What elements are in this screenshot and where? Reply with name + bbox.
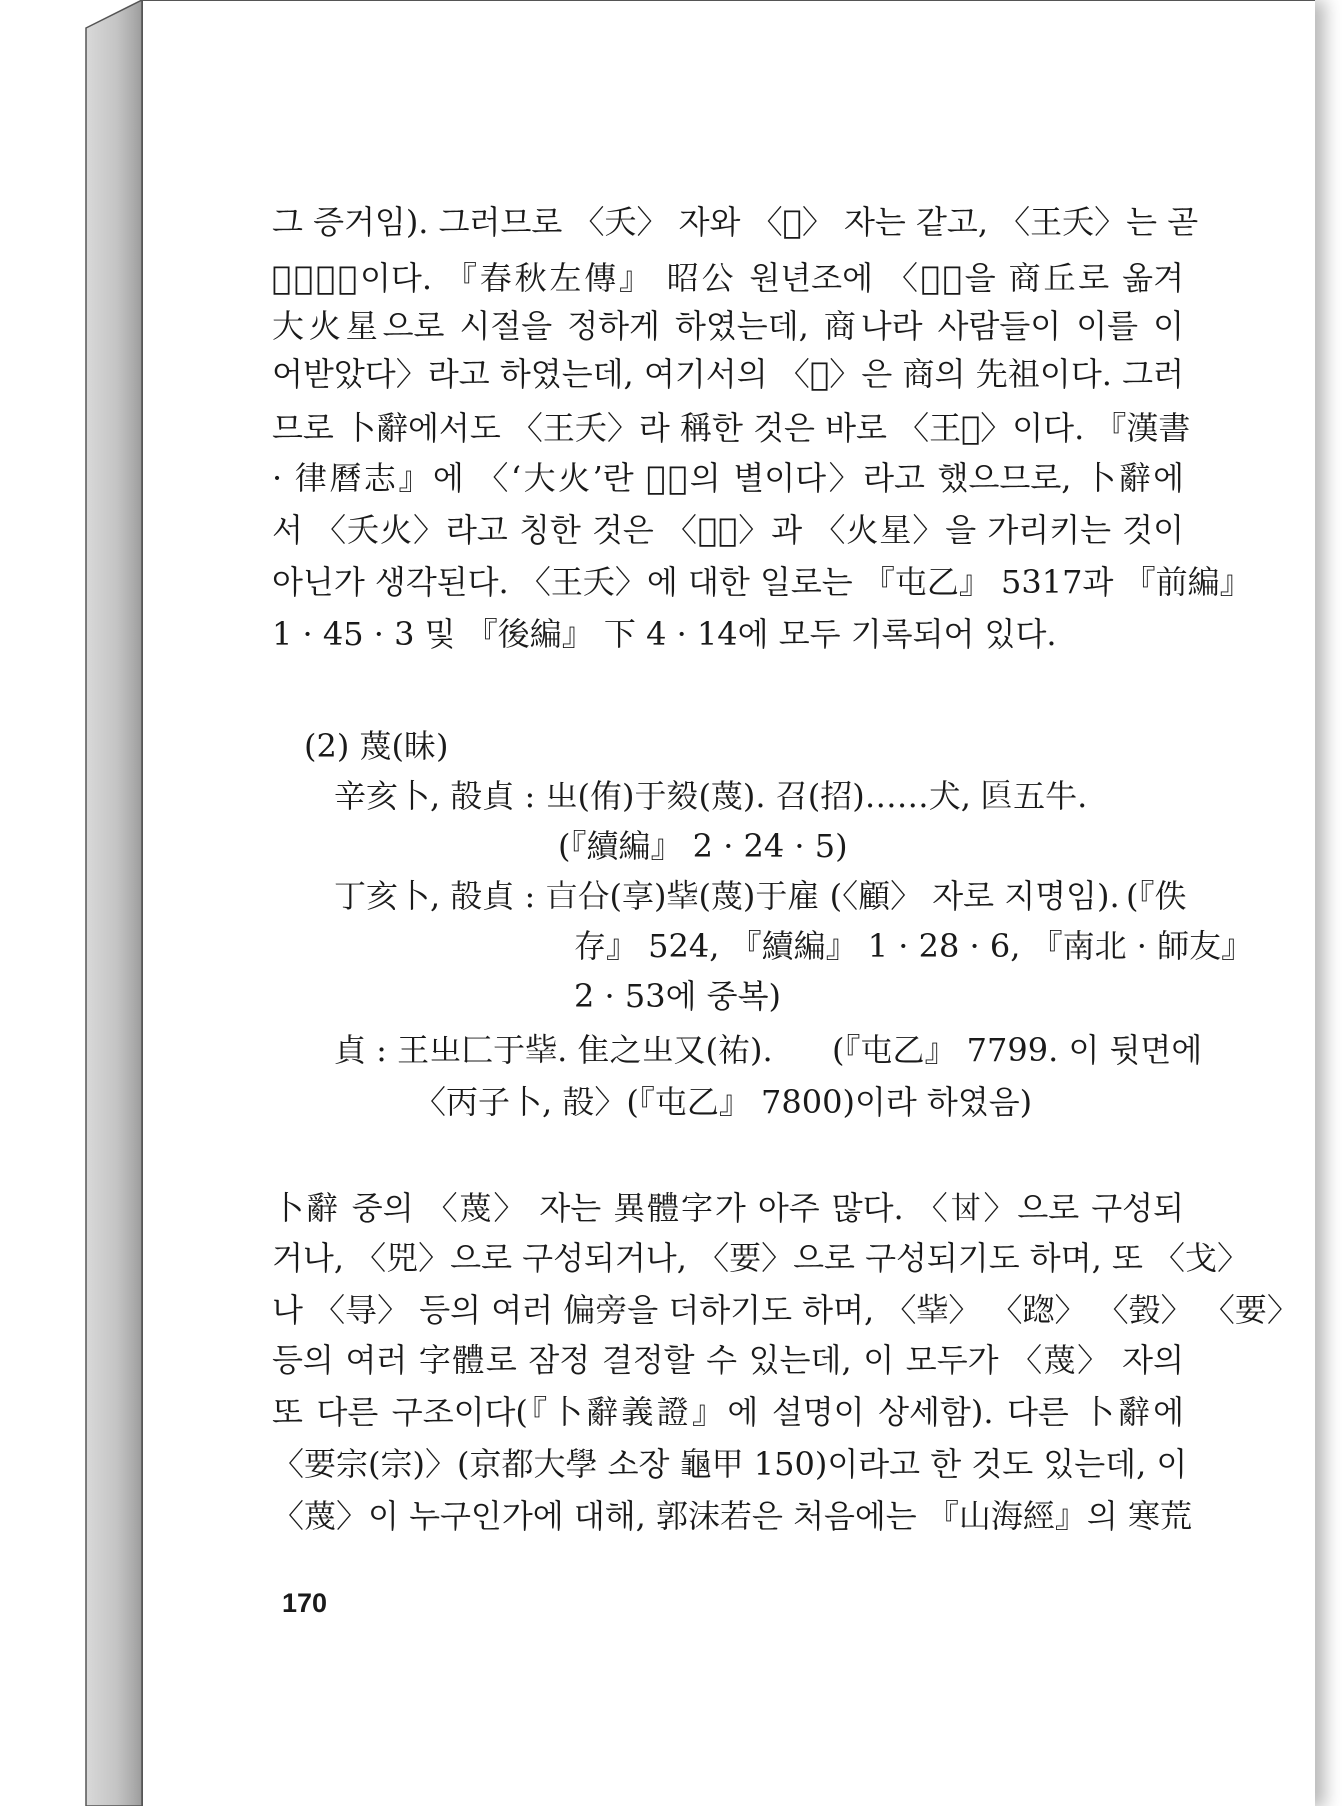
oracle-entry: 丁亥卜, 㱿貞 : 𣅀㕣(享)𦍧(蔑)于雇 (〈顧〉 자로 지명임).: [334, 877, 1120, 915]
page-number: 170: [282, 1588, 328, 1618]
oracle-entry: 辛亥卜, 㱿貞 : 㞢(侑)于㱾(蔑). 召(招)……犬, 𠥁五牛.: [334, 777, 1088, 815]
text-line: 1 · 45 · 3 및 『後編』 下 4 · 14에 모두 기록되어 있다.: [272, 615, 1057, 653]
text-line: 〈𨴈伯〉이다. 『春秋左傳』 昭公 원년조에 〈𨴈伯을 商丘로 옮겨: [272, 259, 1184, 297]
oracle-citation: 〈丙子卜, 㱿〉(『屯乙』 7800)이라 하였음): [414, 1083, 1033, 1121]
oracle-citation: (『佚: [1126, 877, 1187, 915]
text-line: 卜辭 중의 〈蔑〉 자는 異體字가 아주 많다. 〈𠀠〉으로 구성되: [272, 1189, 1184, 1227]
oracle-citation: (『屯乙』 7799. 이 뒷면에: [832, 1031, 1203, 1069]
text-line: 어받았다〉라고 하였는데, 여기서의 〈𨴈〉은 商의 先祖이다. 그러: [272, 355, 1184, 393]
text-line: 〈要宗(宗)〉(京都大學 소장 龜甲 150)이라고 한 것도 있는데, 이: [272, 1445, 1188, 1483]
text-line: 나 〈㝵〉 등의 여러 偏旁을 더하기도 하며, 〈𦍧〉 〈𨂴〉 〈㲄〉 〈要〉: [272, 1291, 1299, 1329]
section-heading: (2) 蔑(昧): [304, 727, 449, 765]
oracle-citation: 2 · 53에 중복): [574, 977, 781, 1015]
text-line: 〈蔑〉이 누구인가에 대해, 郭沫若은 처음에는 『山海經』의 寒荒: [272, 1497, 1192, 1535]
text-line: 서 〈夭火〉라고 칭한 것은 〈𨴈伯〉과 〈火星〉을 가리키는 것이: [272, 511, 1184, 549]
text-line: 므로 卜辭에서도 〈王夭〉라 稱한 것은 바로 〈王𨴈〉이다. 『漢書: [272, 409, 1191, 447]
text-line: 또 다른 구조이다(『卜辭義證』에 설명이 상세함). 다른 卜辭에: [272, 1393, 1184, 1431]
text-line: 등의 여러 字體로 잠정 결정할 수 있는데, 이 모두가 〈蔑〉 자의: [272, 1341, 1184, 1379]
text-line: 거나, 〈兕〉으로 구성되거나, 〈要〉으로 구성되기도 하며, 또 〈戈〉: [272, 1239, 1250, 1277]
text-line: 그 증거임). 그러므로 〈夭〉 자와 〈𨴈〉 자는 같고, 〈王夭〉는 곧: [272, 203, 1199, 241]
oracle-entry: 貞 : 王㞢匚于𦍧. 隹之㞢又(祐).: [334, 1031, 773, 1069]
oracle-citation: (『續編』 2 · 24 · 5): [558, 827, 848, 865]
text-line: 大火星으로 시절을 정하게 하였는데, 商나라 사람들이 이를 이: [272, 307, 1184, 345]
text-line: · 律曆志』에 〈‘大火’란 𨴈伯의 별이다〉라고 했으므로, 卜辭에: [272, 459, 1184, 497]
oracle-citation: 存』 524, 『續編』 1 · 28 · 6, 『南北 · 師友』: [574, 927, 1254, 965]
text-line: 아닌가 생각된다. 〈王夭〉에 대한 일로는 『屯乙』 5317과 『前編』: [272, 563, 1252, 601]
